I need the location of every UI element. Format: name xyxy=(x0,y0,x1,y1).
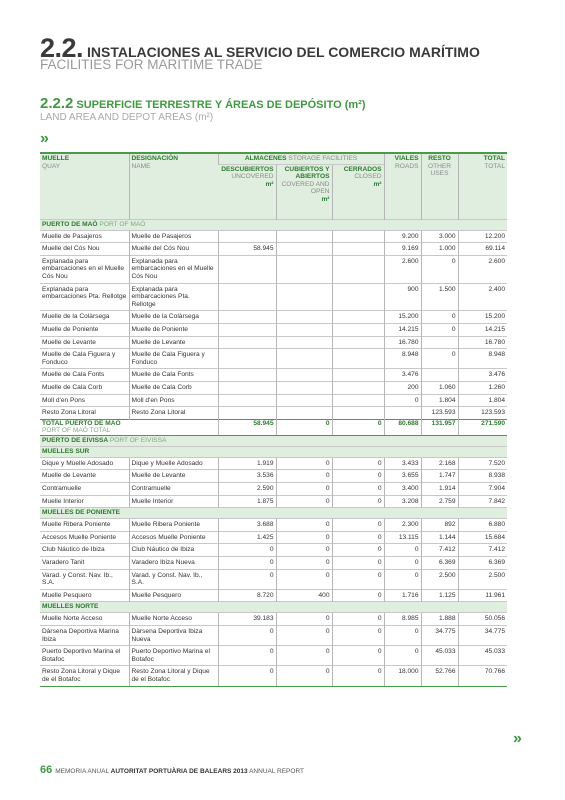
value-cell: 0 xyxy=(218,666,276,686)
value-cell xyxy=(276,255,332,283)
value-cell: 892 xyxy=(421,519,458,532)
name-cell: Muelle de la Colàrsega xyxy=(129,311,218,324)
value-cell xyxy=(276,349,332,369)
value-cell: 0 xyxy=(384,646,421,666)
value-cell: 8.948 xyxy=(458,349,507,369)
value-cell: 0 xyxy=(332,666,384,686)
quay-cell: Explanada para embarcaciones en el Muelle Cós Nou xyxy=(40,255,129,283)
quay-cell: Explanada para embarcaciones Pta. Rellotge xyxy=(40,283,129,311)
value-cell: 15.200 xyxy=(458,311,507,324)
value-cell: 1.716 xyxy=(384,589,421,602)
value-cell: 0 xyxy=(384,626,421,646)
name-cell: Explanada para embarcaciones Pta. Rellotge xyxy=(129,283,218,311)
quay-cell: Accesos Muelle Poniente xyxy=(40,531,129,544)
name-cell: Puerto Deportivo Marina el Botafoc xyxy=(129,646,218,666)
value-cell: 0 xyxy=(276,519,332,532)
section-label: MUELLES SUR xyxy=(40,446,507,457)
total-cell: 58.945 xyxy=(218,419,276,435)
name-cell: Muelle de Cala Figuera y Fonduco xyxy=(129,349,218,369)
value-cell: 200 xyxy=(384,381,421,394)
value-cell: 14.215 xyxy=(458,323,507,336)
table-row xyxy=(40,613,507,626)
table-row xyxy=(40,243,507,256)
total-cell: 271.590 xyxy=(458,419,507,435)
value-cell: 1.260 xyxy=(458,381,507,394)
quay-cell: Muelle de Levante xyxy=(40,336,129,349)
name-cell: Muelle del Cós Nou xyxy=(129,243,218,256)
quay-cell: Varadero Tanit xyxy=(40,557,129,570)
name-cell: Muelle de Pasajeros xyxy=(129,230,218,243)
value-cell: 0 xyxy=(332,626,384,646)
quay-cell: Muelle Norte Acceso xyxy=(40,613,129,626)
table-row xyxy=(40,381,507,394)
value-cell: 0 xyxy=(421,349,458,369)
value-cell: 1.914 xyxy=(421,483,458,496)
section-row xyxy=(40,508,507,519)
quay-cell: Contramuelle xyxy=(40,483,129,496)
value-cell xyxy=(218,369,276,382)
section-row xyxy=(40,219,507,230)
chevron-icon: » xyxy=(40,130,49,147)
value-cell: 900 xyxy=(384,283,421,311)
quay-cell: Dàrsena Deportiva Marina Ibiza xyxy=(40,626,129,646)
value-cell xyxy=(332,323,384,336)
value-cell: 39.183 xyxy=(218,613,276,626)
value-cell: 1.500 xyxy=(421,283,458,311)
section-row xyxy=(40,435,507,446)
value-cell xyxy=(332,243,384,256)
value-cell xyxy=(218,349,276,369)
value-cell: 0 xyxy=(421,323,458,336)
name-cell: Dàrsena Deportiva Ibiza Nueva xyxy=(129,626,218,646)
total-cell: 0 xyxy=(332,419,384,435)
quay-cell: Muelle de Pasajeros xyxy=(40,230,129,243)
value-cell xyxy=(276,381,332,394)
value-cell: 0 xyxy=(276,531,332,544)
value-cell xyxy=(218,311,276,324)
section-label: PUERTO DE MAÓ PORT OF MAÓ xyxy=(40,219,507,230)
table-row xyxy=(40,230,507,243)
value-cell: 3.400 xyxy=(384,483,421,496)
col-designacion: DESIGNACIÓN NAME xyxy=(129,153,218,219)
value-cell: 9.169 xyxy=(384,243,421,256)
table-row xyxy=(40,483,507,496)
section-label: PUERTO DE EIVISSA PORT OF EIVISSA xyxy=(40,435,507,446)
name-cell: Muelle de Cala Fonts xyxy=(129,369,218,382)
quay-cell: Muelle de Poniente xyxy=(40,323,129,336)
value-cell xyxy=(332,311,384,324)
value-cell xyxy=(218,394,276,407)
value-cell: 0 xyxy=(384,544,421,557)
value-cell: 0 xyxy=(384,569,421,589)
value-cell: 7.904 xyxy=(458,483,507,496)
value-cell: 58.945 xyxy=(218,243,276,256)
name-cell: Muelle de Poniente xyxy=(129,323,218,336)
value-cell xyxy=(384,407,421,420)
value-cell xyxy=(332,283,384,311)
quay-cell: Muelle Ribera Poniente xyxy=(40,519,129,532)
value-cell: 2.600 xyxy=(384,255,421,283)
table-row xyxy=(40,544,507,557)
value-cell: 34.775 xyxy=(421,626,458,646)
value-cell: 0 xyxy=(276,483,332,496)
value-cell: 2.168 xyxy=(421,457,458,470)
table-row xyxy=(40,569,507,589)
table-row xyxy=(40,519,507,532)
table-row xyxy=(40,336,507,349)
value-cell: 1.804 xyxy=(421,394,458,407)
col-viales: VIALES ROADS xyxy=(384,153,421,219)
value-cell: 0 xyxy=(332,519,384,532)
value-cell: 2.500 xyxy=(421,569,458,589)
quay-cell: Muelle de Cala Fonts xyxy=(40,369,129,382)
land-area-table xyxy=(40,152,507,687)
table-row xyxy=(40,283,507,311)
value-cell: 0 xyxy=(218,626,276,646)
header-row-1 xyxy=(40,153,507,164)
col-cubiertos: CUBIERTOS Y ABIERTOS COVERED AND OPEN m² xyxy=(276,164,332,219)
name-cell: Muelle Norte Acceso xyxy=(129,613,218,626)
section-row xyxy=(40,446,507,457)
value-cell: 3.208 xyxy=(384,495,421,508)
value-cell: 1.060 xyxy=(421,381,458,394)
value-cell: 0 xyxy=(276,470,332,483)
table-row xyxy=(40,557,507,570)
table-row xyxy=(40,323,507,336)
value-cell: 0 xyxy=(332,613,384,626)
value-cell: 9.200 xyxy=(384,230,421,243)
name-cell: Muelle de Cala Corb xyxy=(129,381,218,394)
section-number: 2.2. xyxy=(40,33,84,63)
value-cell: 50.056 xyxy=(458,613,507,626)
value-cell: 0 xyxy=(276,495,332,508)
value-cell: 2.500 xyxy=(458,569,507,589)
table-row xyxy=(40,626,507,646)
value-cell: 1.804 xyxy=(458,394,507,407)
value-cell: 2.759 xyxy=(421,495,458,508)
quay-cell: Muelle de Cala Figuera y Fonduco xyxy=(40,349,129,369)
value-cell: 7.412 xyxy=(458,544,507,557)
value-cell: 7.842 xyxy=(458,495,507,508)
subsection-title: SUPERFICIE TERRESTRE Y ÁREAS DE DEPÓSITO (m²) xyxy=(76,99,366,111)
value-cell: 18.000 xyxy=(384,666,421,686)
value-cell: 0 xyxy=(332,557,384,570)
name-cell: Explanada para embarcaciones en el Muelle Cós Nou xyxy=(129,255,218,283)
value-cell: 0 xyxy=(276,626,332,646)
table-row xyxy=(40,531,507,544)
value-cell: 6.880 xyxy=(458,519,507,532)
value-cell: 0 xyxy=(421,311,458,324)
value-cell: 0 xyxy=(384,557,421,570)
value-cell: 0 xyxy=(276,457,332,470)
value-cell: 2.600 xyxy=(458,255,507,283)
value-cell xyxy=(332,349,384,369)
value-cell xyxy=(218,407,276,420)
name-cell: Varad. y Const. Nav. Ib., S.A. xyxy=(129,569,218,589)
value-cell: 0 xyxy=(276,613,332,626)
quay-cell: Puerto Deportivo Marina el Botafoc xyxy=(40,646,129,666)
quay-cell: Varad. y Const. Nav. Ib., S.A. xyxy=(40,569,129,589)
table-row xyxy=(40,457,507,470)
table-row xyxy=(40,407,507,420)
value-cell: 0 xyxy=(276,544,332,557)
quay-cell: Muelle del Cós Nou xyxy=(40,243,129,256)
value-cell: 2.590 xyxy=(218,483,276,496)
value-cell xyxy=(276,283,332,311)
value-cell: 0 xyxy=(276,569,332,589)
col-almacenes: ALMACENES STORAGE FACILITIES xyxy=(218,153,384,164)
table-row xyxy=(40,589,507,602)
value-cell: 8.948 xyxy=(384,349,421,369)
name-cell: Resto Zona Litoral y Dique de el Botafoc xyxy=(129,666,218,686)
table-row xyxy=(40,470,507,483)
value-cell: 1.888 xyxy=(421,613,458,626)
value-cell: 0 xyxy=(332,470,384,483)
col-descubiertos: DESCUBIERTOS UNCOVERED m² xyxy=(218,164,276,219)
value-cell: 2.300 xyxy=(384,519,421,532)
total-label: TOTAL PUERTO DE MAÓ PORT OF MAÓ TOTAL xyxy=(40,419,218,435)
value-cell xyxy=(332,369,384,382)
subsection-title-english: LAND AREA AND DEPOT AREAS (m²) xyxy=(40,112,214,123)
value-cell xyxy=(276,311,332,324)
name-cell: Club Náutico de Ibiza xyxy=(129,544,218,557)
quay-cell: Club Náutico de Ibiza xyxy=(40,544,129,557)
value-cell: 15.200 xyxy=(384,311,421,324)
value-cell: 0 xyxy=(218,646,276,666)
footer-pre: MEMORIA ANUAL xyxy=(55,768,109,775)
quay-cell: Muelle de Levante xyxy=(40,470,129,483)
value-cell xyxy=(421,336,458,349)
value-cell: 0 xyxy=(276,666,332,686)
value-cell: 0 xyxy=(218,544,276,557)
value-cell xyxy=(332,394,384,407)
value-cell: 0 xyxy=(332,495,384,508)
value-cell: 16.780 xyxy=(384,336,421,349)
table-row xyxy=(40,666,507,686)
name-cell: Moll d'en Pons xyxy=(129,394,218,407)
table-row xyxy=(40,255,507,283)
col-cerrados: CERRADOS CLOSED m² xyxy=(332,164,384,219)
value-cell: 0 xyxy=(384,394,421,407)
value-cell: 0 xyxy=(332,531,384,544)
value-cell xyxy=(218,230,276,243)
value-cell: 0 xyxy=(332,589,384,602)
value-cell: 3.000 xyxy=(421,230,458,243)
value-cell: 0 xyxy=(421,255,458,283)
value-cell: 0 xyxy=(332,457,384,470)
value-cell xyxy=(218,323,276,336)
value-cell: 15.684 xyxy=(458,531,507,544)
value-cell: 70.766 xyxy=(458,666,507,686)
value-cell: 1.919 xyxy=(218,457,276,470)
value-cell: 123.593 xyxy=(421,407,458,420)
section-heading xyxy=(40,33,550,72)
quay-cell: Resto Zona Litoral xyxy=(40,407,129,420)
value-cell: 1.747 xyxy=(421,470,458,483)
value-cell xyxy=(276,323,332,336)
chevron-icon: » xyxy=(513,730,522,747)
total-cell: 0 xyxy=(276,419,332,435)
value-cell: 45.033 xyxy=(421,646,458,666)
value-cell: 0 xyxy=(218,557,276,570)
value-cell: 3.476 xyxy=(384,369,421,382)
value-cell: 400 xyxy=(276,589,332,602)
value-cell xyxy=(218,336,276,349)
section-row xyxy=(40,602,507,613)
value-cell: 0 xyxy=(332,544,384,557)
name-cell: Resto Zona Litoral xyxy=(129,407,218,420)
name-cell: Muelle Pesquero xyxy=(129,589,218,602)
value-cell: 0 xyxy=(276,557,332,570)
value-cell: 6.369 xyxy=(458,557,507,570)
subsection-number: 2.2.2 xyxy=(40,95,74,112)
name-cell: Accesos Muelle Poniente xyxy=(129,531,218,544)
page-footer xyxy=(40,764,304,776)
section-title: INSTALACIONES AL SERVICIO DEL COMERCIO MARÍTIMO xyxy=(87,44,480,60)
value-cell xyxy=(332,230,384,243)
value-cell: 3.688 xyxy=(218,519,276,532)
value-cell xyxy=(332,407,384,420)
value-cell: 1.125 xyxy=(421,589,458,602)
table-row xyxy=(40,349,507,369)
value-cell: 3.655 xyxy=(384,470,421,483)
table-row xyxy=(40,394,507,407)
value-cell: 0 xyxy=(276,646,332,666)
table-row xyxy=(40,311,507,324)
value-cell xyxy=(218,255,276,283)
subsection-heading xyxy=(40,95,550,123)
value-cell: 11.961 xyxy=(458,589,507,602)
value-cell xyxy=(276,336,332,349)
table-body xyxy=(40,219,507,686)
name-cell: Muelle Ribera Poniente xyxy=(129,519,218,532)
value-cell: 45.033 xyxy=(458,646,507,666)
footer-post: ANNUAL REPORT xyxy=(249,768,304,775)
value-cell xyxy=(276,369,332,382)
quay-cell: Muelle Pesquero xyxy=(40,589,129,602)
section-label: MUELLES DE PONIENTE xyxy=(40,508,507,519)
value-cell: 8.938 xyxy=(458,470,507,483)
col-total: TOTAL TOTAL xyxy=(458,153,507,219)
value-cell: 8.985 xyxy=(384,613,421,626)
value-cell: 52.766 xyxy=(421,666,458,686)
value-cell: 1.000 xyxy=(421,243,458,256)
col-muelle: MUELLE QUAY xyxy=(40,153,129,219)
value-cell: 2.400 xyxy=(458,283,507,311)
value-cell xyxy=(276,230,332,243)
value-cell xyxy=(276,407,332,420)
total-cell: 131.957 xyxy=(421,419,458,435)
value-cell xyxy=(421,369,458,382)
value-cell xyxy=(276,243,332,256)
value-cell: 1.144 xyxy=(421,531,458,544)
value-cell: 69.114 xyxy=(458,243,507,256)
section-label: MUELLES NORTE xyxy=(40,602,507,613)
value-cell: 0 xyxy=(218,569,276,589)
quay-cell: Muelle de Cala Corb xyxy=(40,381,129,394)
value-cell: 1.425 xyxy=(218,531,276,544)
value-cell: 0 xyxy=(332,646,384,666)
value-cell: 0 xyxy=(332,569,384,589)
value-cell: 123.593 xyxy=(458,407,507,420)
name-cell: Muelle de Levante xyxy=(129,336,218,349)
quay-cell: Resto Zona Litoral y Dique de el Botafoc xyxy=(40,666,129,686)
name-cell: Contramuelle xyxy=(129,483,218,496)
value-cell: 1.875 xyxy=(218,495,276,508)
footer-org: AUTORITAT PORTUÀRIA DE BALEARS 2013 xyxy=(110,768,248,775)
name-cell: Varadero Ibiza Nueva xyxy=(129,557,218,570)
value-cell: 3.536 xyxy=(218,470,276,483)
value-cell: 7.412 xyxy=(421,544,458,557)
total-cell: 80.688 xyxy=(384,419,421,435)
value-cell: 34.775 xyxy=(458,626,507,646)
value-cell: 3.476 xyxy=(458,369,507,382)
value-cell: 0 xyxy=(332,483,384,496)
quay-cell: Muelle Interior xyxy=(40,495,129,508)
value-cell: 6.369 xyxy=(421,557,458,570)
value-cell: 14.215 xyxy=(384,323,421,336)
quay-cell: Moll d'en Pons xyxy=(40,394,129,407)
value-cell xyxy=(218,283,276,311)
quay-cell: Dique y Muelle Adosado xyxy=(40,457,129,470)
value-cell: 12.200 xyxy=(458,230,507,243)
total-row xyxy=(40,419,507,435)
table-row xyxy=(40,369,507,382)
value-cell: 8.720 xyxy=(218,589,276,602)
name-cell: Muelle Interior xyxy=(129,495,218,508)
name-cell: Dique y Muelle Adosado xyxy=(129,457,218,470)
value-cell: 13.115 xyxy=(384,531,421,544)
value-cell: 3.433 xyxy=(384,457,421,470)
section-title-english: FACILITIES FOR MARITIME TRADE xyxy=(40,57,263,72)
name-cell: Muelle de Levante xyxy=(129,470,218,483)
value-cell xyxy=(332,381,384,394)
col-resto: RESTO OTHER USES xyxy=(421,153,458,219)
value-cell xyxy=(332,255,384,283)
value-cell: 7.520 xyxy=(458,457,507,470)
value-cell xyxy=(276,394,332,407)
table-row xyxy=(40,495,507,508)
value-cell xyxy=(332,336,384,349)
value-cell xyxy=(218,381,276,394)
table-row xyxy=(40,646,507,666)
quay-cell: Muelle de la Colàrsega xyxy=(40,311,129,324)
page-number: 66 xyxy=(40,764,53,776)
value-cell: 16.780 xyxy=(458,336,507,349)
